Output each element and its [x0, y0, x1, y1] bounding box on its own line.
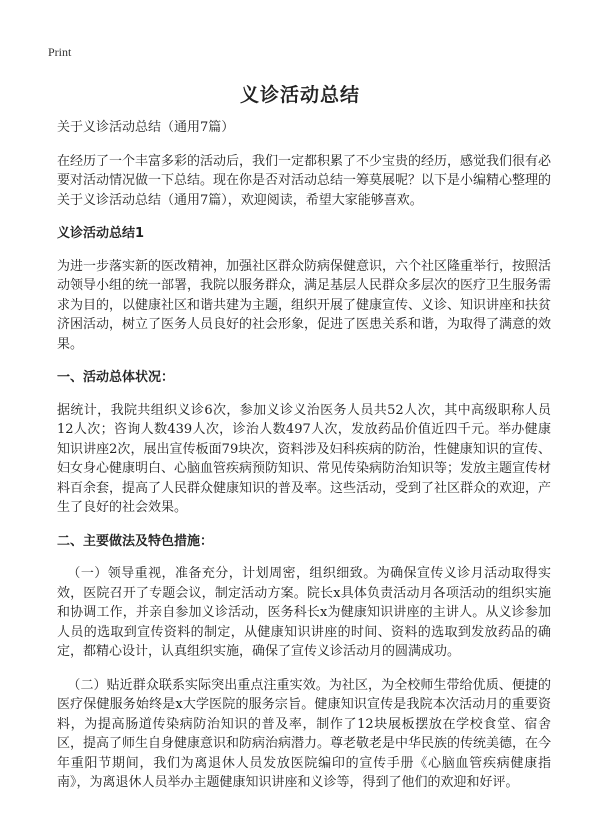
overview-paragraph: 据统计，我院共组织义诊6次，参加义诊义治医务人员共52人次，其中高级职称人员12人次；咨询人数439人次，诊治人数497人次，发放药品价值近四千元。举办健康知识讲座2次，展出宣传板面79块次，资料涉及妇科疾病的防治，性健康知识的宣传、妇女身心健康明白、心脑血管疾病预防知识、常见传染病防治知识等；发放主题宣传材料百余套，提高了人民群众健康知识的普及率。这些活动，受到了社区群众的欢迎，产生了良好的社会效果。 — [57, 402, 552, 515]
heading-measures: 二、主要做法及特色措施： — [57, 533, 214, 549]
page-title: 义诊活动总结 — [239, 84, 360, 106]
section-title: 义诊活动总结1 — [57, 226, 145, 241]
section-body-paragraph: 为进一步落实新的医改精神，加强社区群众防病保健意识，六个社区隆重举行，按照活动领导小组的统一部署，我院以服务群众，满足基层人民群众多层次的医疗卫生服务需求为目的，以健康社区和谐共建为主题，组织开展了健康宣传、义诊、知识讲座和扶贫济困活动，树立了医务人员良好的社会形象，促进了医患关系和谐，为取得了满意的效果。 — [57, 258, 552, 352]
article-body — [57, 118, 551, 807]
print-link[interactable]: Print — [48, 45, 72, 59]
heading-overview: 一、活动总体状况： — [57, 370, 175, 385]
intro-paragraph: 在经历了一个丰富多彩的活动后，我们一定都积累了不少宝贵的经历，感觉我们很有必要对活动情况做一下总结。现在你是否对活动总结一筹莫展呢？以下是小编精心整理的关于义诊活动总结（通用7篇），欢迎阅读，希望大家能够喜欢。 — [57, 153, 552, 208]
measure-point-2: （二）贴近群众联系实际突出重点注重实效。为社区，为全校师生带给优质、便捷的医疗保健服务始终是x大学医院的服务宗旨。健康知识宣传是我院本次活动月的重要资料，为提高肠道传染病防治知识的普及率，制作了12块展板摆放在学校食堂、宿舍区，提高了师生自身健康意识和防病治病潜力。尊老敬老是中华民族的传统美德，在今年重阳节期间，我们为离退休人员发放医院编印的宣传手册《心脑血管疾病健康指南》，为离退休人员举办主题健康知识讲座和义诊等，得到了他们的欢迎和好评。 — [57, 677, 552, 790]
document-subtitle: 关于义诊活动总结（通用7篇） — [57, 120, 235, 135]
measure-point-1: （一）领导重视，准备充分，计划周密，组织细致。为确保宣传义诊月活动取得实效，医院召开了专题会议，制定活动方案。院长x具体负责活动月各项活动的组织实施和协调工作，并亲自参加义诊活动，医务科长x为健康知识讲座的主讲人。从义诊参加人员的选取到宣传资料的制定，从健康知识讲座的时间、资料的选取到发放药品的确定，都精心设计，认真组织实施，确保了宣传义诊活动月的圆满成功。 — [57, 566, 551, 659]
